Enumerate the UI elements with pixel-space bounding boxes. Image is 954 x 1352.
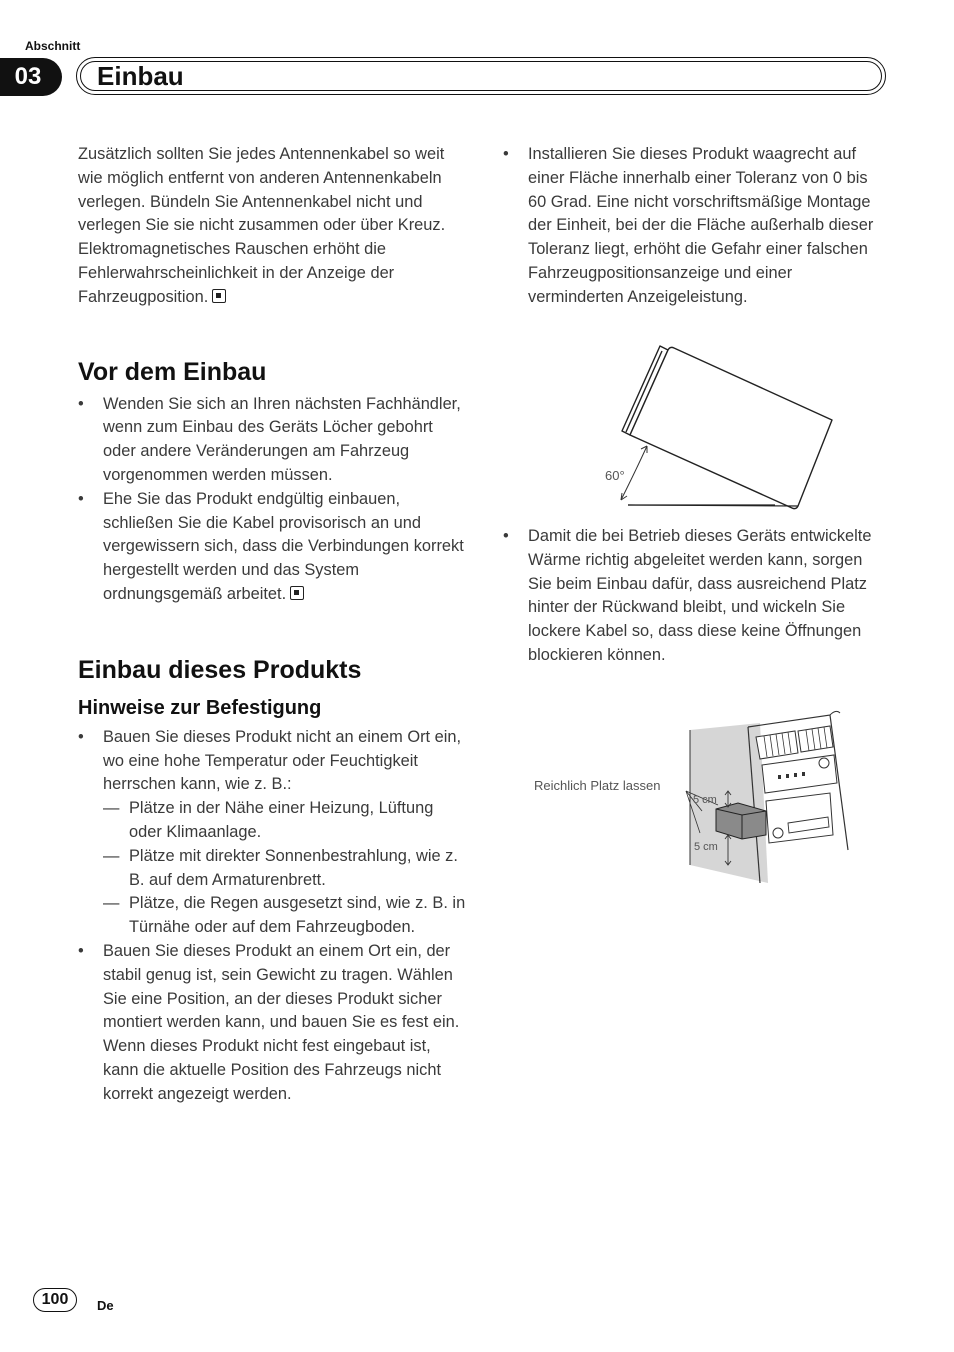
gap-top-label: 5 cm: [693, 794, 717, 806]
language-code: De: [97, 1298, 114, 1313]
gap-bottom-label: 5 cm: [694, 841, 718, 853]
list-item: • Ehe Sie das Produkt endgültig einbauen, schließen Sie die Kabel provisorisch an und vergewissern sich, dass die Verbindungen korrekt hergestellt werden und das System ordnungsgemäß arbeitet.: [78, 489, 464, 603]
chapter-number-badge: 03: [0, 58, 62, 96]
end-mark-icon: [290, 586, 304, 600]
list-item: • Installieren Sie dieses Produkt waagrecht auf einer Fläche innerhalb einer Toleranz von 0 bis 60 Grad. Eine nicht vorschriftsmäßige Montage der Einheit, bei der die Fläche außerhalb dieser Toleranz liegt, erhöht die Gefahr einer falschen Fahrzeugpositionsanzeige und einer verminderten Anzeigeleistung.: [503, 145, 874, 306]
chapter-title-bar: [76, 57, 886, 95]
mounting-angle-figure: [600, 340, 840, 515]
heading-before-install: Vor dem Einbau: [78, 357, 267, 386]
end-mark-icon: [212, 289, 226, 303]
sub-list-item: — Plätze mit direkter Sonnenbestrahlung, wie z. B. auf dem Armaturenbrett.: [103, 846, 458, 889]
list-item: • Damit die bei Betrieb dieses Geräts entwickelte Wärme richtig abgeleitet werden kann, sorgen Sie beim Einbau dafür, dass ausreichend Platz hinter der Rückwand bleibt, und wickeln Sie lockere Kabel so, dass diese keine Öffnungen blockieren können.: [503, 527, 872, 664]
angle-label: 60°: [605, 468, 625, 483]
page-number: 100: [33, 1288, 77, 1312]
right-column-top: [503, 143, 889, 310]
intro-paragraph: [78, 143, 466, 310]
right-column-bottom: [503, 525, 889, 668]
heading-install: Einbau dieses Produkts: [78, 655, 362, 684]
section-label: Abschnitt: [25, 39, 81, 53]
list-item: • Bauen Sie dieses Produkt an einem Ort ein, der stabil genug ist, sein Gewicht zu tragen. Wählen Sie eine Position, an der dieses Produkt sicher montiert werden kann, und bauen Sie es fest ein. Wenn dieses Produkt nicht fest eingebaut ist, kann die aktuelle Position des Fahrzeugs nicht korrekt angezeigt werden.: [78, 941, 460, 1103]
sub-list-item: — Plätze, die Regen ausgesetzt sind, wie z. B. in Türnähe oder auf dem Fahrzeugboden.: [103, 894, 466, 937]
chapter-title: Einbau: [97, 61, 184, 91]
sub-list-item: — Plätze in der Nähe einer Heizung, Lüftung oder Klimaanlage.: [103, 799, 434, 841]
subheading-mounting-notes: Hinweise zur Befestigung: [78, 696, 322, 719]
list-item: • Wenden Sie sich an Ihren nächsten Fachhändler, wenn zum Einbau des Geräts Löcher gebohrt oder andere Veränderungen am Fahrzeug vorgenommen werden müssen.: [78, 394, 461, 484]
space-label: Reichlich Platz lassen: [534, 778, 661, 793]
left-column: [78, 143, 466, 1107]
clearance-figure: [530, 705, 860, 890]
list-item: • Bauen Sie dieses Produkt nicht an einem Ort ein, wo eine hohe Temperatur oder Feuchtigkeit herrschen kann, wie z. B.:: [78, 727, 462, 794]
intro-text: Zusätzlich sollten Sie jedes Antennenkabel so weit wie möglich entfernt von anderen Antennenkabeln verlegen. Bündeln Sie Antennenkabel nicht und verlegen Sie sie nicht zusammen oder über Kreuz. Elektromagnetisches Rauschen erhöht die Fehlerwahrscheinlichkeit in der Anzeige der Fahrzeugposition.: [78, 145, 446, 306]
